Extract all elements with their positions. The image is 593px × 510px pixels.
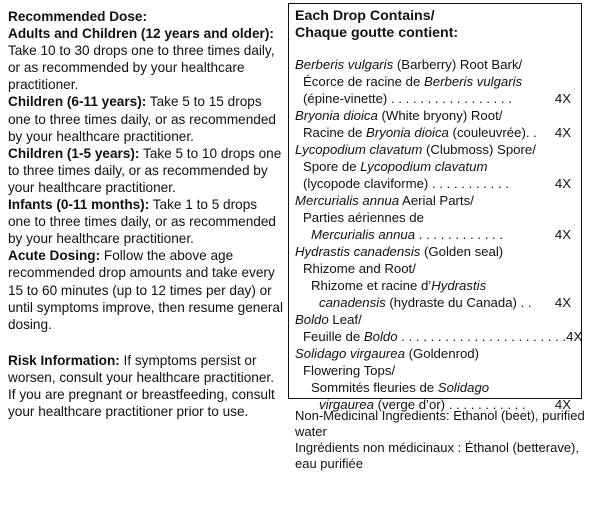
non-medicinal-ingredients (295, 408, 585, 472)
potency: 4X (554, 397, 571, 412)
dose-text: Take 5 to 15 drops one to three times daily, or as recommended by your healthcare practitioner. (8, 94, 276, 144)
ingredient-part: (White bryony) Root/ (377, 108, 503, 123)
dose-label: Children (6-11 years): (8, 94, 147, 110)
latin-name: Solidago virgaurea (295, 346, 405, 361)
latin-name: Bryonia dioica (366, 125, 449, 140)
latin-name: virgaurea (319, 397, 374, 412)
ingredient-part: (Barberry) Root Bark/ (393, 57, 523, 72)
ingredient-boldo (295, 311, 581, 345)
ingredient-common-name: (Golden seal) (420, 244, 504, 259)
dose-text: Follow the above age recommended drop amounts and take every 15 to 60 minutes (up to 12 times per day) or until symptoms improve, then resume general dosing. (8, 248, 284, 332)
latin-name: canadensis (319, 295, 386, 310)
french-part: Sommités fleuries de (311, 380, 438, 395)
latin-name: Lycopodium clavatum (360, 159, 488, 174)
non-medicinal-en: Non-Medicinal Ingredients: Ethanol (beet), purified water (295, 408, 585, 439)
drop-contents-box (288, 3, 583, 412)
leader-dots: . . . . . . . . . . . . . . . . . . . . . . . (397, 329, 567, 344)
leader-dots: . . . . . . . . . . . (428, 176, 509, 191)
latin-name: Mercurialis annua (295, 193, 400, 208)
dose-label: Adults and Children (12 years and older): (8, 26, 274, 42)
ingredient-part: Flowering Tops/ (303, 363, 396, 378)
leader-dots: . . (516, 295, 532, 310)
box-title-fr: Chaque goutte contient: (295, 25, 459, 41)
leader-dots: . . (525, 125, 537, 140)
potency: 4X (566, 329, 583, 344)
dose-children-6-11 (8, 93, 283, 144)
ingredient-lycopodium (295, 141, 581, 192)
ingredient-berberis (295, 56, 581, 107)
ingredient-bryonia (295, 107, 581, 141)
latin-name: Berberis vulgaris (295, 57, 394, 72)
dose-text: Take 5 to 10 drops one to three times daily, or as recommended by your healthcare practitioner. (8, 145, 282, 195)
dose-heading: Recommended Dose: (8, 9, 147, 24)
leader-dots: . . . . . . . . . . . (445, 397, 526, 412)
latin-name: Hydrastis canadensis (295, 244, 421, 259)
dose-text: Take 10 to 30 drops one to three times daily, or as recommended by your healthcare practitioner. (8, 43, 275, 93)
ingredient-part: Rhizome and Root/ (303, 261, 416, 276)
box-title-en: Each Drop Contains/ (295, 8, 435, 24)
dose-section (8, 8, 283, 420)
french-part: Parties aériennes de (303, 210, 424, 225)
dose-label: Acute Dosing: (8, 248, 101, 264)
risk-information (8, 352, 283, 420)
dose-adults (8, 25, 283, 93)
dose-text: Take 1 to 5 drops one to three times daily, or as recommended by your healthcare practitioner. (8, 197, 276, 247)
french-part: Feuille de (303, 329, 364, 344)
latin-name: Hydrastis (431, 278, 487, 293)
french-common-name: (lycopode claviforme) (303, 176, 429, 191)
french-part: Spore de (303, 159, 361, 174)
dose-infants (8, 196, 283, 247)
french-common-name: (verge d’or) (373, 397, 446, 412)
latin-name: Lycopodium clavatum (295, 142, 423, 157)
dose-acute (8, 247, 283, 332)
risk-text: If symptoms persist or worsen, consult your healthcare practitioner. If you are pregnant or breastfeeding, consult your healthcare practitioner prior to use. (8, 352, 275, 420)
potency: 4X (554, 91, 571, 106)
latin-name: Solidago (437, 380, 490, 395)
ingredient-part: Leaf/ (328, 312, 362, 327)
ingredient-solidago (295, 345, 581, 413)
dose-children-1-5 (8, 145, 283, 196)
latin-name: Mercurialis annua (311, 227, 416, 242)
french-part: Rhizome et racine d’ (311, 278, 432, 293)
non-medicinal-fr: Ingrédients non médicinaux : Éthanol (betterave), eau purifiée (295, 440, 580, 471)
ingredient-list (295, 56, 581, 413)
latin-name: Boldo (363, 329, 398, 344)
risk-label: Risk Information: (8, 352, 120, 368)
french-part: Racine de (303, 125, 367, 140)
potency: 4X (554, 125, 571, 140)
potency: 4X (554, 295, 571, 310)
latin-name: Berberis vulgaris (423, 74, 523, 89)
leader-dots: . . . . . . . . . . . . (415, 227, 504, 242)
potency: 4X (554, 176, 571, 191)
french-common-name: (hydraste du Canada) (385, 295, 517, 310)
dose-label: Infants (0-11 months): (8, 197, 150, 213)
leader-dots: . . . . . . . . . . . . . . . . . (387, 91, 512, 106)
french-part: Écorce de racine de (303, 74, 424, 89)
latin-name: Boldo (295, 312, 329, 327)
ingredient-hydrastis (295, 243, 581, 311)
latin-name: Bryonia dioica (295, 108, 378, 123)
french-common-name: (épine-vinette) (303, 91, 388, 106)
potency: 4X (554, 227, 571, 242)
ingredient-part: (Clubmoss) Spore/ (422, 142, 536, 157)
french-common-name: (couleuvrée) (448, 125, 526, 140)
ingredient-common-name: (Goldenrod) (404, 346, 480, 361)
ingredient-mercurialis (295, 192, 581, 243)
dose-label: Children (1-5 years): (8, 145, 140, 161)
ingredient-part: Aerial Parts/ (399, 193, 474, 208)
